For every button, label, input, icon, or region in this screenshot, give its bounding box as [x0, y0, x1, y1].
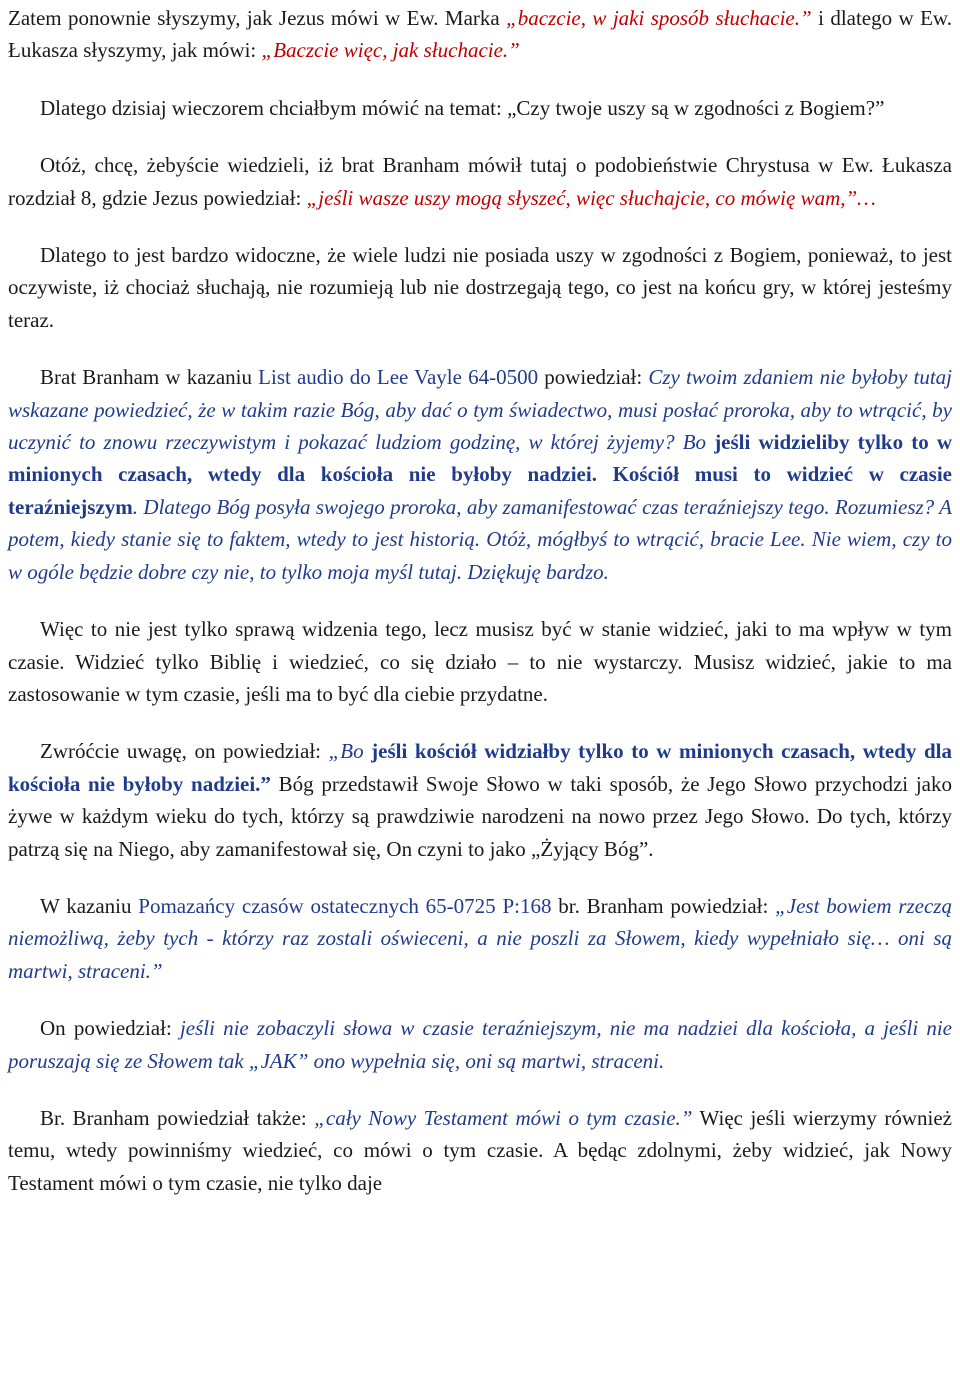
- text-segment: powiedział:: [538, 365, 649, 390]
- document-page: [8, 0, 952, 1199]
- text-segment: Dlatego dzisiaj wieczorem chciałbym mówić na temat: „Czy twoje uszy są w zgodności z Bogiem?”: [40, 95, 885, 120]
- text-segment: jeśli nie zobaczyli słowa w czasie teraźniejszym, nie ma nadziei dla kościoła, a jeśli nie poruszają się ze Słowem tak „JAK” ono wypełnia się, oni są martwi, straceni.: [8, 1016, 952, 1073]
- paragraph-4: [8, 239, 952, 336]
- paragraph-2: [8, 92, 952, 124]
- text-segment: Więc to nie jest tylko sprawą widzenia tego, lecz musisz być w stanie widzieć, jaki to ma wpływ w tym czasie. Widzieć tylko Biblię i wiedzieć, co się działo – to nie wystarczy. Musisz widzieć, jakie to ma zastosowanie w tym czasie, jeśli ma to być dla ciebie przydatne.: [8, 617, 952, 706]
- text-segment: Więc jeśli wierzymy również temu, wtedy powinniśmy wiedzieć, co mówi o tym czasie. A będąc zdolnymi, żeby widzieć, jak Nowy Testament mówi o tym czasie, nie tylko daje: [8, 1105, 952, 1195]
- paragraph-5: [8, 361, 952, 588]
- paragraph-9: [8, 1012, 952, 1077]
- text-segment: „cały Nowy Testament mówi o tym czasie.”: [314, 1105, 693, 1130]
- paragraph-8: [8, 890, 952, 987]
- paragraph-6: [8, 613, 952, 710]
- text-segment: „baczcie, w jaki sposób słuchacie.”: [506, 6, 812, 30]
- text-segment: i dlatego w Ew. Łukasza słyszymy, jak mówi:: [8, 6, 952, 63]
- text-segment: „Baczcie więc, jak słuchacie.”: [261, 38, 520, 63]
- text-segment: . Dlatego Bóg posyła swojego proroka, aby zamanifestować czas teraźniejszy tego. Rozumiesz? A potem, kiedy stanie się to faktem, wtedy to jest historią. Otóż, mógłbyś to wtrącić, bracie Lee. Nie wiem, czy to w ogóle będzie dobre czy nie, to tylko moja myśl tutaj. Dziękuję bardzo.: [8, 494, 952, 584]
- text-segment: jeśli widzieliby tylko to w minionych czasach, wtedy dla kościoła nie byłoby nadziei. Kościół musi to widzieć w czasie teraźniejszym: [8, 430, 953, 519]
- paragraph-3: [8, 149, 952, 214]
- text-segment: Br. Branham powiedział także:: [40, 1105, 315, 1130]
- paragraph-1: [8, 2, 952, 67]
- text-segment: Zatem ponownie słyszymy, jak Jezus mówi w Ew. Marka: [8, 6, 507, 30]
- text-segment: „Jest bowiem rzeczą niemożliwą, żeby tych - którzy raz zostali oświeceni, a nie poszli za Słowem, kiedy wypełniało się… oni są martwi, straceni.”: [8, 893, 952, 983]
- paragraph-10: [8, 1102, 952, 1199]
- text-segment: Pomazańcy czasów ostatecznych 65-0725 P:168: [138, 893, 552, 918]
- text-segment: Bóg przedstawił Swoje Słowo w taki sposób, że Jego Słowo przychodzi jako żywe w każdym wieku do tych, którzy są prawdziwie narodzeni na nowo przez Jego Słowo. Do tych, którzy patrzą się na Niego, aby zamanifestował się, On czyni to jako „Żyjący Bóg”.: [8, 771, 952, 861]
- text-segment: „jeśli wasze uszy mogą słyszeć, więc słuchajcie, co mówię wam,”…: [306, 185, 876, 210]
- text-segment: On powiedział:: [40, 1016, 180, 1041]
- text-segment: Czy twoim zdaniem nie byłoby tutaj wskazane powiedzieć, że w takim razie Bóg, aby dać o tym świadectwo, musi posłać proroka, aby to wtrącić, by uczynić to znowu rzeczywistym i pokazać ludziom godzinę, w której żyjemy? Bo: [8, 365, 952, 455]
- text-segment: Dlatego to jest bardzo widoczne, że wiele ludzi nie posiada uszy w zgodności z Bogiem, ponieważ, to jest oczywiste, iż chociaż słuchają, nie rozumieją lub nie dostrzegają tego, co jest na końcu gry, w której jesteśmy teraz.: [8, 243, 952, 332]
- text-segment: List audio do Lee Vayle 64-0500: [258, 365, 539, 390]
- text-segment: Otóż, chcę, żebyście wiedzieli, iż brat Branham mówił tutaj o podobieństwie Chrystusa w Ew. Łukasza rozdział 8, gdzie Jezus powiedział:: [8, 153, 952, 210]
- text-segment: „Bo: [328, 739, 372, 764]
- text-segment: br. Branham powiedział:: [551, 893, 776, 918]
- text-segment: W kazaniu: [40, 893, 139, 918]
- text-segment: Brat Branham w kazaniu: [40, 365, 259, 390]
- text-segment: Zwróćcie uwagę, on powiedział:: [40, 739, 329, 764]
- text-segment: jeśli kościół widziałby tylko to w minionych czasach, wtedy dla kościoła nie byłoby nadziei.”: [8, 739, 952, 796]
- paragraph-7: [8, 735, 952, 865]
